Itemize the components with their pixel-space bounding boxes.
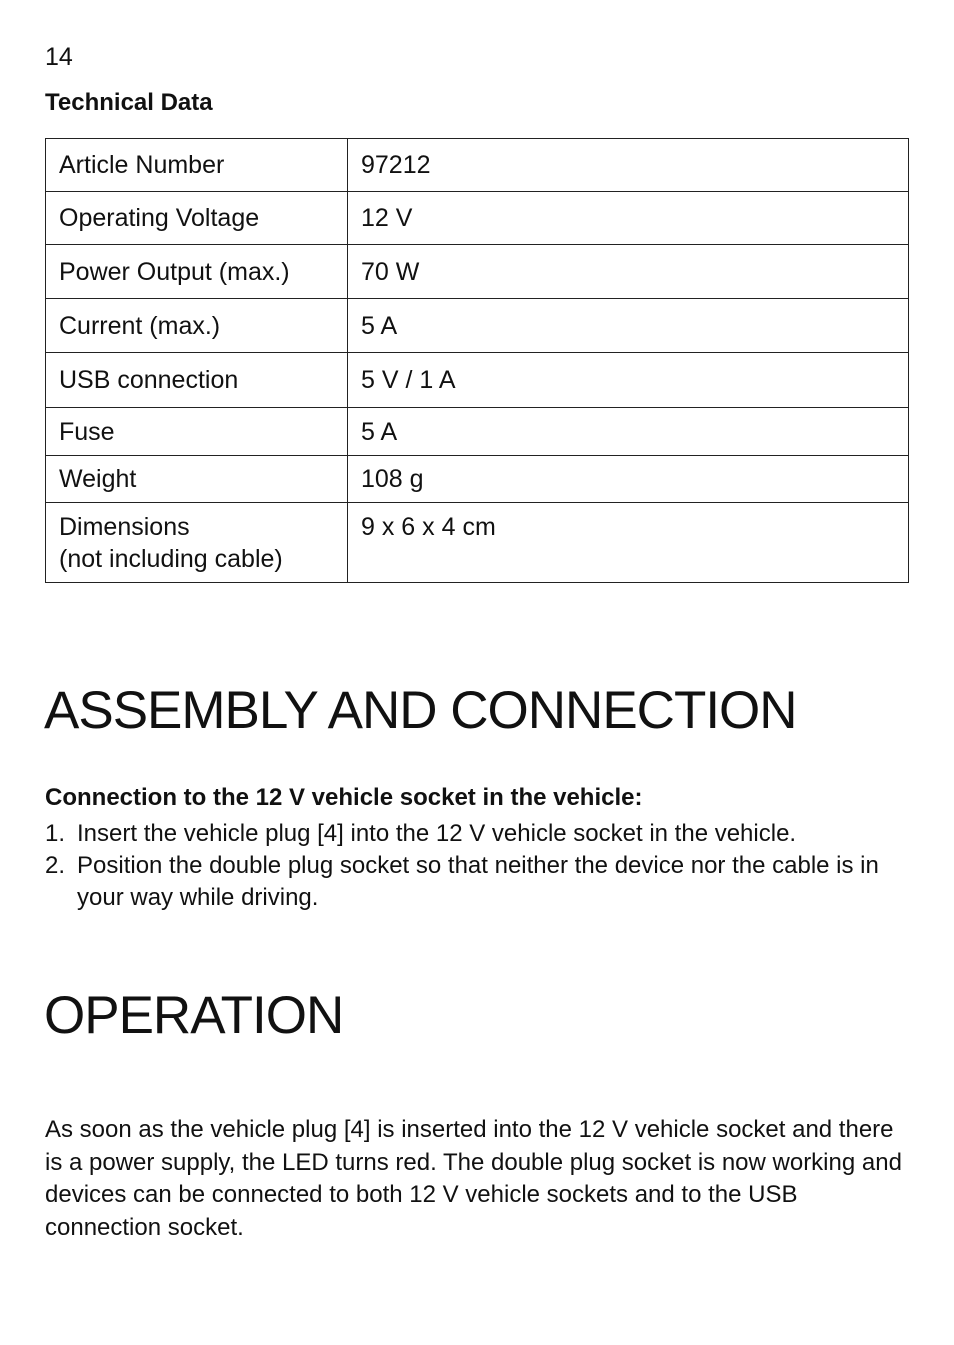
- list-item: [45, 818, 915, 850]
- spec-value: 70 W: [348, 245, 909, 299]
- spec-value: 12 V: [348, 192, 909, 245]
- spec-label: [46, 503, 348, 583]
- page-number: 14: [45, 43, 73, 71]
- spec-value: 5 A: [348, 299, 909, 353]
- table-row: [46, 139, 909, 192]
- list-item: [45, 850, 915, 914]
- table-row: [46, 408, 909, 456]
- step-number: 1.: [45, 820, 66, 847]
- assembly-steps: [45, 818, 915, 914]
- assembly-subheading: Connection to the 12 V vehicle socket in the vehicle:: [45, 784, 643, 811]
- technical-data-heading: Technical Data: [45, 89, 213, 116]
- spec-value: 108 g: [348, 456, 909, 503]
- spec-label-line: Dimensions: [59, 513, 190, 541]
- spec-label: Article Number: [46, 139, 348, 192]
- spec-value: 5 A: [348, 408, 909, 456]
- spec-label: Current (max.): [46, 299, 348, 353]
- table-row: [46, 353, 909, 408]
- spec-label: Operating Voltage: [46, 192, 348, 245]
- spec-label-line: (not including cable): [59, 545, 283, 573]
- assembly-heading: ASSEMBLY AND CONNECTION: [44, 681, 797, 740]
- table-row: [46, 245, 909, 299]
- spec-label: USB connection: [46, 353, 348, 408]
- operation-paragraph: As soon as the vehicle plug [4] is inserted into the 12 V vehicle socket and there is a power supply, the LED turns red. The double plug socket is now working and devices can be connected to both 12 V vehicle sockets and to the USB connection socket.: [45, 1116, 902, 1241]
- step-text: Insert the vehicle plug [4] into the 12 V vehicle socket in the vehicle.: [77, 820, 797, 847]
- spec-value: 5 V / 1 A: [348, 353, 909, 408]
- operation-heading: OPERATION: [44, 986, 344, 1045]
- spec-label: Power Output (max.): [46, 245, 348, 299]
- spec-value: 97212: [348, 139, 909, 192]
- technical-data-table: [45, 138, 909, 583]
- spec-label: Weight: [46, 456, 348, 503]
- table-row: [46, 192, 909, 245]
- step-text: Position the double plug socket so that neither the device nor the cable is in your way while driving.: [77, 852, 879, 911]
- spec-value: 9 x 6 x 4 cm: [348, 503, 909, 583]
- spec-label: Fuse: [46, 408, 348, 456]
- table-row: [46, 456, 909, 503]
- step-number: 2.: [45, 852, 66, 879]
- table-row: [46, 299, 909, 353]
- table-row: [46, 503, 909, 583]
